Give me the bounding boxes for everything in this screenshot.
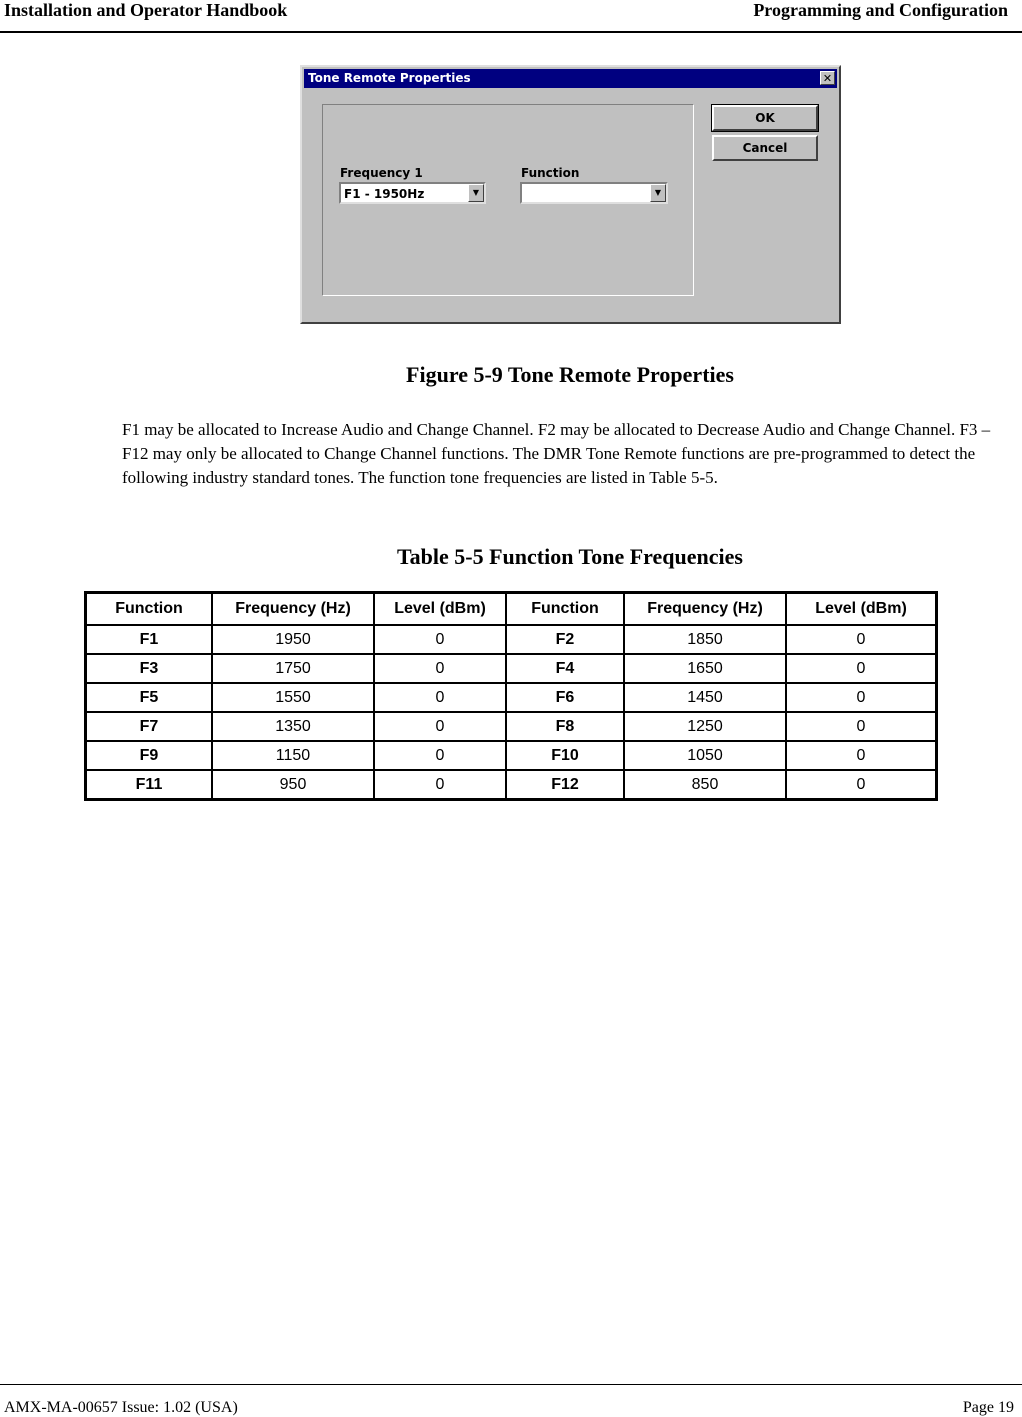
cancel-button[interactable]: Cancel — [712, 135, 818, 161]
table-cell: 1750 — [212, 654, 374, 683]
table-row — [86, 654, 937, 683]
table-cell: 0 — [786, 654, 937, 683]
chevron-down-icon[interactable]: ▼ — [468, 184, 484, 202]
table-row — [86, 770, 937, 800]
table-cell: 0 — [786, 712, 937, 741]
table-cell: F9 — [86, 741, 213, 770]
table-cell: 1150 — [212, 741, 374, 770]
table-cell: 0 — [374, 770, 506, 800]
document-id: AMX-MA-00657 Issue: 1.02 (USA) — [4, 1399, 238, 1416]
table-cell: F7 — [86, 712, 213, 741]
table-cell: 950 — [212, 770, 374, 800]
table-cell: F10 — [506, 741, 624, 770]
ok-button[interactable]: OK — [712, 105, 818, 131]
header-left-title: Installation and Operator Handbook — [4, 0, 288, 20]
table-cell: 0 — [374, 625, 506, 654]
table-cell: 0 — [374, 654, 506, 683]
page-number: Page 19 — [962, 1399, 1014, 1416]
table-cell: 1850 — [624, 625, 786, 654]
table-cell: F6 — [506, 683, 624, 712]
dialog-titlebar — [304, 69, 837, 88]
dialog-title: Tone Remote Properties — [308, 71, 471, 85]
close-button[interactable] — [820, 71, 835, 85]
column-header: Frequency (Hz) — [624, 593, 786, 626]
table-cell: F2 — [506, 625, 624, 654]
chevron-down-icon[interactable]: ▼ — [650, 184, 666, 202]
page-header — [0, 0, 1022, 33]
table-cell: 0 — [786, 770, 937, 800]
column-header: Level (dBm) — [374, 593, 506, 626]
function-tone-table — [84, 591, 938, 801]
close-icon: ✕ — [822, 72, 833, 85]
column-header: Function — [506, 593, 624, 626]
header-right-title: Programming and Configuration — [753, 0, 1008, 20]
table-cell: F8 — [506, 712, 624, 741]
table-cell: F5 — [86, 683, 213, 712]
column-header: Frequency (Hz) — [212, 593, 374, 626]
table-cell: F3 — [86, 654, 213, 683]
table-cell: F11 — [86, 770, 213, 800]
frequency-select-value: F1 - 1950Hz — [344, 187, 425, 201]
tone-remote-properties-dialog — [300, 65, 841, 324]
column-header: Level (dBm) — [786, 593, 937, 626]
frequency-select[interactable] — [339, 182, 486, 204]
table-cell: F1 — [86, 625, 213, 654]
table-row — [86, 625, 937, 654]
function-label: Function — [521, 166, 580, 180]
figure-caption: Figure 5-9 Tone Remote Properties — [406, 362, 734, 387]
table-cell: 1650 — [624, 654, 786, 683]
table-row — [86, 712, 937, 741]
table-cell: 1950 — [212, 625, 374, 654]
table-cell: 0 — [374, 741, 506, 770]
table-cell: 850 — [624, 770, 786, 800]
page-footer — [0, 1384, 1022, 1417]
table-cell: 0 — [374, 683, 506, 712]
table-cell: 1550 — [212, 683, 374, 712]
table-caption: Table 5-5 Function Tone Frequencies — [397, 544, 743, 569]
body-paragraph: F1 may be allocated to Increase Audio and Change Channel. F2 may be allocated to Decrease Audio and Change Channel. F3 – F12 may only be allocated to Change Channel functions. The DMR Tone Remote functions are pre-programmed to detect the following industry standard tones. The function tone frequencies are listed in Table 5-5. — [122, 420, 991, 487]
table-cell: 1050 — [624, 741, 786, 770]
table-cell: 1350 — [212, 712, 374, 741]
function-select[interactable] — [520, 182, 668, 204]
table-cell: F12 — [506, 770, 624, 800]
table-row — [86, 741, 937, 770]
table-cell: 0 — [786, 625, 937, 654]
table-cell: 1450 — [624, 683, 786, 712]
properties-group — [322, 104, 694, 296]
table-cell: 0 — [786, 741, 937, 770]
column-header: Function — [86, 593, 213, 626]
table-cell: F4 — [506, 654, 624, 683]
table-cell: 1250 — [624, 712, 786, 741]
table-cell: 0 — [374, 712, 506, 741]
table-header-row — [86, 593, 937, 626]
table-row — [86, 683, 937, 712]
table-cell: 0 — [786, 683, 937, 712]
frequency-label: Frequency 1 — [340, 166, 423, 180]
